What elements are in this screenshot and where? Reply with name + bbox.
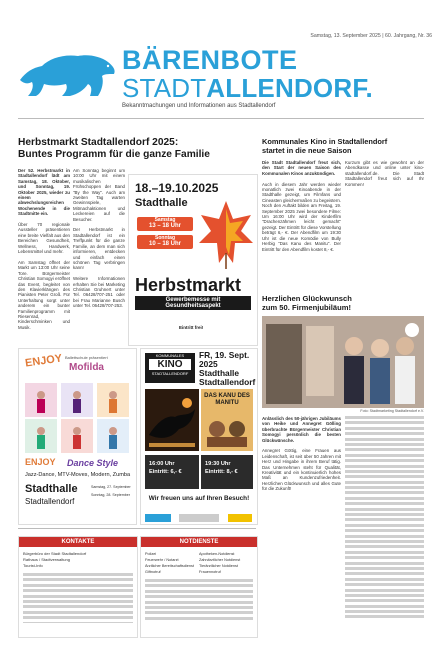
kino-screening2: 19:30 Uhr Eintritt: 8,- € bbox=[201, 455, 253, 489]
contact-item1: Bürgerbüro der Stadt Stadtallendorf bbox=[23, 551, 87, 556]
article-left-col1: Der 52. Herbstmarkt in Stadtallendorf lädt am Samstag, 18. Oktober, und Sonntag, 19. Oktober 2025, wieder zu einem abwechslungsreichen Wochenende in die Stadtmitte ein. Über 70 regionale Aussteller präsentieren eine breite Vielfalt aus den Bereichen Gesundheit, Wellness, Handwerk, Lebensmittel und mehr. Am Samstag öffnet der Markt um 13:00 Uhr seine Tore. Bürgermeister Christian Somogyi eröffnet das Event, begleitet von den Klavierklängen des Pianisten Peter Groß. Für Unterhaltung sorgt unter anderem ein bunter Familienprogramm mit Riesenrad, Kinderschminken und Musik. bbox=[18, 168, 70, 330]
herbst-saturday: Samstag 13 – 18 Uhr bbox=[137, 217, 193, 231]
mofilda-styles: Jazz-Dance, MTV-Moves, Modern, Zumba bbox=[25, 472, 131, 478]
mofilda-dance: Dance Style bbox=[67, 458, 119, 468]
herbst-subtitle: Gewerbemesse mit Gesundheitsaspekt bbox=[135, 296, 251, 310]
mofilda-enjoy-top: ENJOY bbox=[24, 352, 63, 370]
herbst-sunday: Sonntag 10 – 18 Uhr bbox=[137, 235, 193, 249]
article-birthday-headline: Herzlichen Glückwunsch zum 50. Firmenjubiläum! bbox=[262, 294, 352, 312]
article-right-col1: Die Stadt Stadtallendorf freut sich, den Start der neuen Saison des Kommunalen Kinos anzukündigen. Auch in diesem Jahr werden wieder monatlich zwei Kinoabende in der Stadthalle gezeigt, um Filmfans und Cineasten gleichermaßen zu begeistern. Noch den Auftakt bilden am Freitag, 19. September 2025 zwei besondere Filme: Um 16:00 Uhr wird der Kinderfilm "Drachenzähmen leicht gemacht" gezeigt. Der Eintritt für diese Vorstellung beträgt 6,- €. Der Abendfilm um 19:30 Uhr ist die neue Komödie von Bully Herbig "Das Kanu des Manitu". Der Eintritt für den Abendfilm kostet 8,- €. bbox=[262, 160, 341, 252]
article-left-headline: Herbstmarkt Stadtallendorf 2025: Buntes Programm für die ganze Familie bbox=[18, 137, 210, 160]
emergency-col1: Polizei Feuerwehr / Notarzt Ärztlicher Bereitschaftsdienst Giftnotruf bbox=[145, 552, 194, 574]
emergency-filler bbox=[141, 579, 257, 623]
herbstmarkt-ad bbox=[128, 174, 258, 346]
article-birthday-col1: Anlässlich des 50-jährigen Jubiläums von Heike und Annegret Gölling überbrachte Bürgermeister Christian Somogyi persönlich die besten Glückwünsche. Annegret Göttig, eine Frauen aus Leidenschaft, ist seit über 50 Jahren mit Herz und Hingabe in ihrem Beruf tätig. Das Unternehmen steht für Qualität, Kreativität und ein kontinuierlich hohes Maß an Kundenzufriedenheit. Herzlichen Glückwunsch und alles Gute für die Zukunft! bbox=[262, 416, 341, 492]
title-line2: STADTALLENDORF. bbox=[122, 73, 373, 103]
photo-caption: Foto: Stadtmarketing Stadtallendorf e.V. bbox=[360, 409, 424, 413]
dancer-photos-icon bbox=[25, 383, 129, 453]
kino-date: FR, 19. Sept. 2025 Stadthalle Stadtallendorf bbox=[199, 350, 256, 387]
mofilda-shop: Mofilda bbox=[69, 362, 104, 373]
kino-film2: DAS KANU DES MANITU bbox=[204, 393, 250, 406]
contact-title: KONTAKTE bbox=[19, 537, 137, 547]
kino-logo: KOMMUNALES KINO STADTALLENDORF bbox=[145, 353, 195, 383]
issue-info: Samstag, 13. September 2025 | 60. Jahrgang, Nr. 36 bbox=[310, 33, 432, 39]
herbst-entry: Eintritt frei! bbox=[179, 325, 204, 330]
kino-ad bbox=[140, 348, 258, 525]
mofilda-dates: Samstag, 27. September Sonntag, 28. September bbox=[91, 485, 131, 497]
emergency-title: NOTDIENSTE bbox=[141, 537, 257, 547]
article-left-col2: Am Sonntag beginnt um 10:00 Uhr mit einem musikalischen Frühschoppen der Band "By the Way". Auch am zweiten Tag warten Gewinnspiele, Mitmachaktionen und Leckereien auf die Besucher. Der Herbstmarkt in Stadtallendorf ist ein Treffpunkt für die ganze Familie, an dem man sich informieren, entdecken und einfach einen schönen Tag verbringen kann! Weitere Informationen erhalten Sie bei Marketing Christian Gruhnert unter Tel. 06428/707-251 oder bei Frau Marianne Busch unter Tel. 06428/707-253. bbox=[73, 168, 125, 309]
kino-screening1: 16:00 Uhr Eintritt: 6,- € bbox=[145, 455, 199, 489]
kino-footer: Wir freuen uns auf Ihren Besuch! bbox=[148, 495, 250, 502]
dragon-movie-poster-icon bbox=[145, 389, 199, 451]
tagline: Bekanntmachungen und Informationen aus Stadtallendorf bbox=[122, 103, 276, 109]
birthday-photo bbox=[262, 316, 424, 408]
contact-item3: Tourist-Info bbox=[23, 563, 43, 568]
bottom-divider bbox=[18, 528, 256, 529]
article-right-headline: Kommunales Kino in Stadtallendorf startet in die neue Saison bbox=[262, 137, 388, 155]
emergency-box bbox=[140, 536, 258, 638]
sponsor-logos bbox=[145, 509, 253, 519]
mofilda-venue1: Stadthalle bbox=[25, 483, 78, 495]
bear-logo-icon bbox=[18, 44, 118, 98]
contact-box bbox=[18, 536, 138, 638]
herbst-title: Herbstmarkt bbox=[135, 275, 242, 295]
mofilda-ad bbox=[18, 348, 137, 525]
contact-filler bbox=[19, 573, 137, 623]
mofilda-enjoy: ENJOY bbox=[25, 457, 56, 467]
masthead bbox=[0, 0, 442, 118]
herbst-place: Stadthalle bbox=[135, 197, 188, 209]
article-right-col2: Kurzum gibt es wie gewohnt an der Abendkasse und online unter kino-stadtallendorf.de. Die Stadt Stadtallendorf freut sich auf Ihr Kommen! bbox=[345, 160, 424, 187]
masthead-divider bbox=[18, 118, 424, 119]
mofilda-venue2: Stadtallendorf bbox=[25, 497, 75, 506]
contact-item2: Rathaus / Stadtverwaltung bbox=[23, 557, 70, 562]
title-line1: BÄRENBOTE bbox=[122, 45, 298, 75]
autumn-leaf-icon bbox=[197, 199, 255, 269]
article-birthday-col2 bbox=[345, 416, 424, 620]
herbst-dates: 18.–19.10.2025 bbox=[135, 181, 219, 195]
emergency-col2: Apotheken-Notdienst Zahnärztlicher Notdienst Tierärztlicher Notdienst Frauennotruf bbox=[199, 552, 241, 574]
mofilda-sub: Ballettschule präsentiert bbox=[65, 355, 108, 360]
